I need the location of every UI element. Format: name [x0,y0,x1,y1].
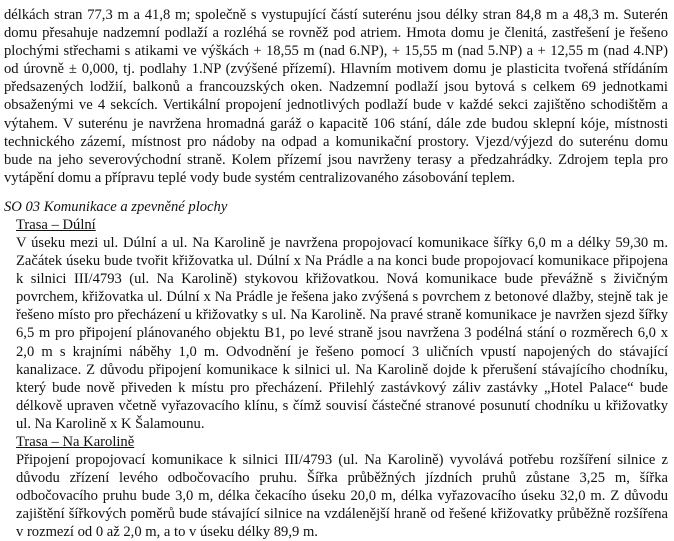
paragraph-building-description: délkách stran 77,3 m a 41,8 m; společně s vystupující částí suterénu jsou délky stran 84,8 m a 48,3 m. Suterén domu přesahuje nadzemní podlaží a rozléhá se rovněž pod atriem. Hmota domu je členitá, zastřešení je řešeno plochými střechami s atikami ve výškách + 18,55 m (nad 6.NP), + 15,55 m (nad 5.NP) a + 12,55 m (nad 4.NP) od úrovně ± 0,000, tj. podlahy 1.NP (zvýšené přízemí). Hlavním motivem domu je plasticita tvořená střídáním předsazených lodžií, balkonů a francouzských oken. Nadzemní podlaží jsou bytová s celkem 69 jednotkami obsaženými ve 4 sekcích. Vertikální propojení jednotlivých podlaží bude v každé sekci zajištěno schodištěm a výtahem. V suterénu je navržena hromadná garáž o kapacitě 106 stání, dále zde budou sklepní kóje, místnosti technického zázemí, místnost pro nádoby na odpad a komunikační prostory. Vjezd/výjezd do suterénu domu bude na jeho severovýchodní straně. Kolem přízemí jsou navrženy terasy a předzahrádky. Zdrojem tepla pro vytápění domu a přípravu teplé vody bude systém centralizovaného zásobování teplem. [4,7,668,186]
paragraph-trasa-na-karoline: Připojení propojovací komunikace k silnici III/4793 (ul. Na Karolině) vyvolává potřebu rozšíření silnice z důvodu zřízení levého odbočovacího pruhu. Šířka průběžných jízdních pruhů zůstane 3,25 m, šířka odbočovacího pruhu bude 3,0 m, délka čekacího úseku 20,0 m, délka vyřazovacího úseku 32,0 m. Z důvodu zajištění šířkových poměrů bude stávající silnice na vzdálenější hraně od řešené křižovatky průběžně rozšířena v rozmezí od 0 až 2,0 m, a to v úseku délky 89,9 m. [16,451,668,541]
subheading-trasa-na-karoline: Trasa – Na Karolině [16,433,135,450]
section-heading: SO 03 Komunikace a zpevněné plochy [4,198,228,215]
subheading-trasa-dulni: Trasa – Dúlní [16,216,96,233]
paragraph-trasa-dulni: V úseku mezi ul. Dúlní a ul. Na Karolině je navržena propojovací komunikace šířky 6,0 m a délky 59,30 m. Začátek úseku bude tvořit křižovatka ul. Dúlní x Na Prádle a na konci bude propojovací komunikace připojena k silnici III/4793 (ul. Na Karolině) stykovou křižovatkou. Nová komunikace bude převážně s živičným povrchem, křižovatka ul. Dúlní x Na Prádle je řešena jako zvýšená s povrchem z betonové dlažby, stejně tak je řešeno místo pro přecházení u křižovatky s ul. Na Karolině. Na pravé straně komunikace je navržen sjezd šířky 6,5 m pro připojení plánovaného objektu B1, po levé straně jsou navržena 3 podélná stání o rozměrech 6,0 x 2,0 m s krajními náběhy 1,0 m. Odvodnění je řešeno pomocí 3 uličních vpustí napojených do stávající kanalizace. Z důvodu připojení komunikace k silnici ul. Na Karolině dojde k přerušení stávajícího chodníku, který bude nově přiveden k místu pro přecházení. Přilehlý zastávkový záliv zastávky „Hotel Palace“ bude délkově upraven včetně vyřazovacího klínu, s čímž souvisí částečné stranové posunutí chodníku u křižovatky ul. Na Karolině x K Šalamounu. [16,234,668,432]
document-page [4,6,668,541]
